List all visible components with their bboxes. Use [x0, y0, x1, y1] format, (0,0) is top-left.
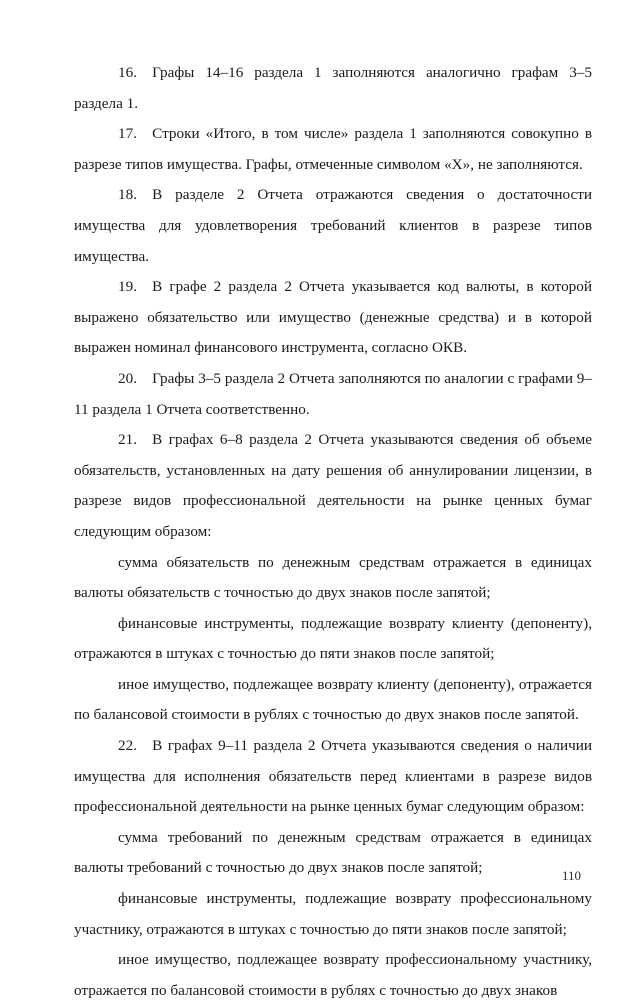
paragraph-22-item-3: иное имущество, подлежащее возврату профессиональному участнику, отражается по балансовой стоимости в рублях с точностью до двух знаков	[74, 951, 592, 999]
page-number: 110	[562, 868, 582, 883]
paragraph-18: 18. В разделе 2 Отчета отражаются сведения о достаточности имущества для удовлетворения требований клиентов в разрезе типов имущества.	[74, 186, 592, 265]
paragraph-17: 17. Строки «Итого, в том числе» раздела 1 заполняются совокупно в разрезе типов имущества. Графы, отмеченные символом «Х», не заполняются.	[74, 125, 592, 173]
paragraph-16: 16. Графы 14–16 раздела 1 заполняются аналогично графам 3–5 раздела 1.	[74, 64, 592, 112]
paragraph-22: 22. В графах 9–11 раздела 2 Отчета указываются сведения о наличии имущества для исполнения обязательств перед клиентами в разрезе видов профессиональной деятельности на рынке ценных бумаг следующим образом:	[74, 737, 592, 816]
paragraph-21-item-1: сумма обязательств по денежным средствам отражается в единицах валюты обязательств с точностью до двух знаков после запятой;	[74, 553, 592, 602]
paragraph-19: 19. В графе 2 раздела 2 Отчета указывается код валюты, в которой выражено обязательство или имущество (денежные средства) и в которой выражен номинал финансового инструмента, согласно ОКВ.	[74, 278, 592, 357]
paragraph-22-item-1: сумма требований по денежным средствам отражается в единицах валюты требований с точностью до двух знаков после запятой;	[74, 828, 592, 877]
paragraph-21-item-2: финансовые инструменты, подлежащие возврату клиенту (депоненту), отражаются в штуках с точностью до пяти знаков после запятой;	[74, 614, 592, 663]
body-text	[74, 58, 592, 1006]
paragraph-21-item-3: иное имущество, подлежащее возврату клиенту (депоненту), отражается по балансовой стоимости в рублях с точностью до двух знаков после запятой.	[74, 675, 592, 724]
paragraph-22-item-2: финансовые инструменты, подлежащие возврату профессиональному участнику, отражаются в штуках с точностью до пяти знаков после запятой;	[74, 890, 592, 938]
paragraph-21: 21. В графах 6–8 раздела 2 Отчета указываются сведения об объеме обязательств, установленных на дату решения об аннулировании лицензии, в разрезе видов профессиональной деятельности на рынке ценных бумаг следующим образом:	[74, 431, 592, 540]
paragraph-20: 20. Графы 3–5 раздела 2 Отчета заполняются по аналогии с графами 9–11 раздела 1 Отчета соответственно.	[74, 369, 592, 418]
